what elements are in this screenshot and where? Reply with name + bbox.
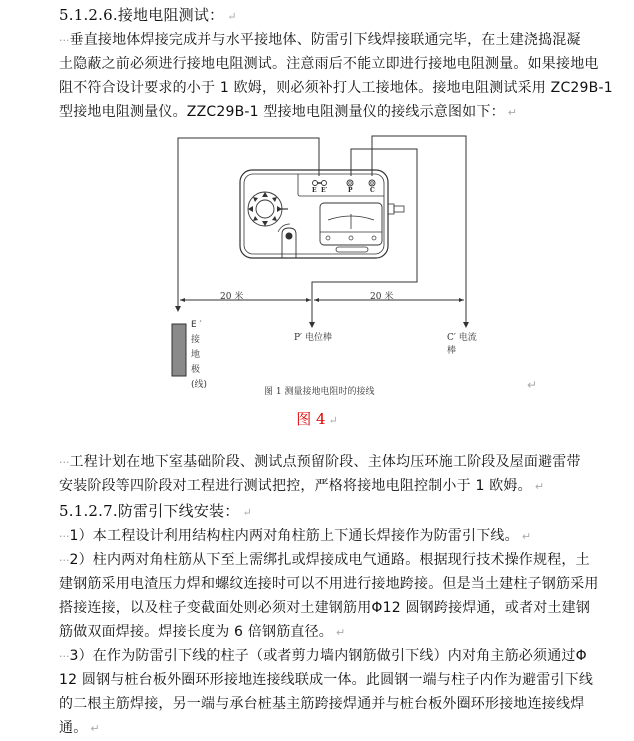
figure-caption: 图 1 测量接地电阻时的接线 bbox=[264, 387, 375, 397]
indent-dots: ··· bbox=[59, 554, 70, 567]
potential-rod-label: P′ 电位棒 bbox=[294, 333, 332, 343]
text-line bbox=[59, 620, 614, 644]
text-line bbox=[59, 524, 614, 548]
paragraph-grounding-test bbox=[59, 28, 613, 124]
paragraph-mark: ↵ bbox=[521, 530, 532, 543]
indent-dots: ··· bbox=[59, 456, 70, 469]
indent-dots: ··· bbox=[59, 34, 70, 47]
rod-label-line: 极 bbox=[191, 365, 201, 375]
text: 的二根主筋焊接，另一端与承台桩基主筋跨接焊通并与桩台板外圈环形接地连接线焊 bbox=[59, 696, 585, 712]
arrowhead-down bbox=[175, 306, 181, 312]
list-item-2 bbox=[59, 548, 614, 644]
text-line bbox=[59, 548, 614, 572]
text: 搭接连接，以及柱子变截面处则必须对土建钢筋用Φ12 圆钢跨接焊通，或者对土建钢 bbox=[59, 600, 591, 616]
arrowhead bbox=[180, 298, 185, 302]
distance-label-right: 20 米 bbox=[370, 292, 394, 302]
terminal-c-label: C bbox=[370, 187, 375, 194]
wire-c bbox=[372, 136, 466, 306]
text-line bbox=[59, 100, 613, 124]
text-line bbox=[59, 76, 613, 100]
rod-label-line: E ′ bbox=[191, 320, 202, 330]
wire-p bbox=[312, 149, 417, 306]
indent-dots: ··· bbox=[59, 650, 70, 663]
list-item-1 bbox=[59, 524, 614, 548]
instrument-body bbox=[240, 170, 404, 258]
paragraph-mark: ↵ bbox=[527, 378, 538, 392]
text: 通。 bbox=[59, 720, 88, 736]
ground-rod bbox=[172, 324, 186, 376]
text: 3）在作为防雷引下线的柱子（或者剪力墙内钢筋做引下线）内对角主筋必须通过Φ bbox=[69, 648, 587, 664]
section-heading-5-1-2-7 bbox=[59, 498, 614, 524]
text: 垂直接地体焊接完成并与水平接地体、防雷引下线焊接联通完毕，在土建浇捣混凝 bbox=[69, 32, 581, 48]
rod-label-line: 接 bbox=[191, 335, 201, 345]
text-line bbox=[59, 28, 613, 52]
text-line bbox=[59, 644, 614, 668]
wire-e bbox=[178, 138, 319, 306]
terminal-e-prime-label: E′ bbox=[321, 187, 328, 194]
wiring-diagram bbox=[160, 128, 480, 403]
arrowhead bbox=[459, 298, 464, 302]
current-rod-label: C′ 电流棒 bbox=[447, 333, 477, 356]
text-line bbox=[59, 692, 614, 716]
rod-label-line: (线) bbox=[191, 380, 208, 390]
paragraph-mark: ↵ bbox=[328, 414, 338, 427]
text: 建钢筋采用电渣压力焊和螺纹连接时可以不用进行接地跨接。但是当土建柱子钢筋采用 bbox=[59, 576, 599, 592]
paragraph-mark: ↵ bbox=[507, 106, 518, 119]
text: 1）本工程设计利用结构柱内两对角柱筋上下通长焊接作为防雷引下线。 bbox=[69, 528, 519, 544]
paragraph-mark: ↵ bbox=[242, 506, 252, 519]
distance-label-left: 20 米 bbox=[220, 292, 244, 302]
arrowhead bbox=[306, 298, 311, 302]
text: 安装阶段等四阶段对工程进行测试把控，严格将接地电阻控制小于 1 欧姆。 bbox=[59, 478, 532, 494]
ground-rod-label bbox=[191, 318, 207, 393]
text: 筋做双面焊接。焊接长度为 6 倍钢筋直径。 bbox=[59, 624, 334, 640]
text: 工程计划在地下室基础阶段、测试点预留阶段、主体均压环施工阶段及屋面避雷带 bbox=[69, 454, 581, 470]
text: 阻不符合设计要求的小于 1 欧姆，则必须补打人工接地体。接地电阻测试采用 ZC29B-1 bbox=[59, 80, 613, 96]
crank-knob bbox=[286, 233, 293, 240]
text-line bbox=[59, 572, 614, 596]
document-page-lower bbox=[59, 450, 614, 740]
indent-dots: ··· bbox=[59, 530, 70, 543]
paragraph-mark: ↵ bbox=[227, 10, 237, 23]
text: 型接地电阻测量仪。ZZC29B-1 型接地电阻测量仪的接线示意图如下： bbox=[59, 104, 505, 120]
list-item-3 bbox=[59, 644, 614, 740]
rod-label-line: 地 bbox=[191, 350, 201, 360]
figure-number-text: 图 4 bbox=[296, 410, 326, 428]
section-heading-5-1-2-6 bbox=[59, 2, 237, 28]
text: 12 圆钢与桩台板外圈环形接地连接线联成一体。此圆钢一端与柱子内作为避雷引下线 bbox=[59, 672, 594, 688]
wiring-diagram-svg bbox=[160, 128, 480, 403]
figure-number bbox=[0, 408, 634, 429]
text-line bbox=[59, 450, 614, 474]
paragraph-mark: ↵ bbox=[90, 722, 100, 735]
heading-text: 5.1.2.7.防雷引下线安装： bbox=[59, 502, 240, 520]
text-line bbox=[59, 596, 614, 620]
paragraph-test-plan bbox=[59, 450, 614, 498]
terminal-e-label: E bbox=[312, 187, 317, 194]
text-line bbox=[59, 52, 613, 76]
terminal-p-label: P bbox=[348, 187, 353, 194]
heading-text: 5.1.2.6.接地电阻测试： bbox=[59, 6, 225, 24]
text-line bbox=[59, 716, 614, 740]
text: 2）柱内两对角柱筋从下至上需绑扎或焊接成电气通路。根据现行技术操作规程，土 bbox=[69, 552, 590, 568]
paragraph-mark: ↵ bbox=[336, 626, 346, 639]
text: 土隐蔽之前必须进行接地电阻测试。注意雨后不能立即进行接地电阻测量。如果接地电 bbox=[59, 56, 599, 72]
paragraph-mark: ↵ bbox=[534, 480, 545, 493]
text-line bbox=[59, 668, 614, 692]
text-line bbox=[59, 474, 614, 498]
dial-ticks bbox=[248, 192, 282, 226]
arrowhead bbox=[314, 298, 319, 302]
